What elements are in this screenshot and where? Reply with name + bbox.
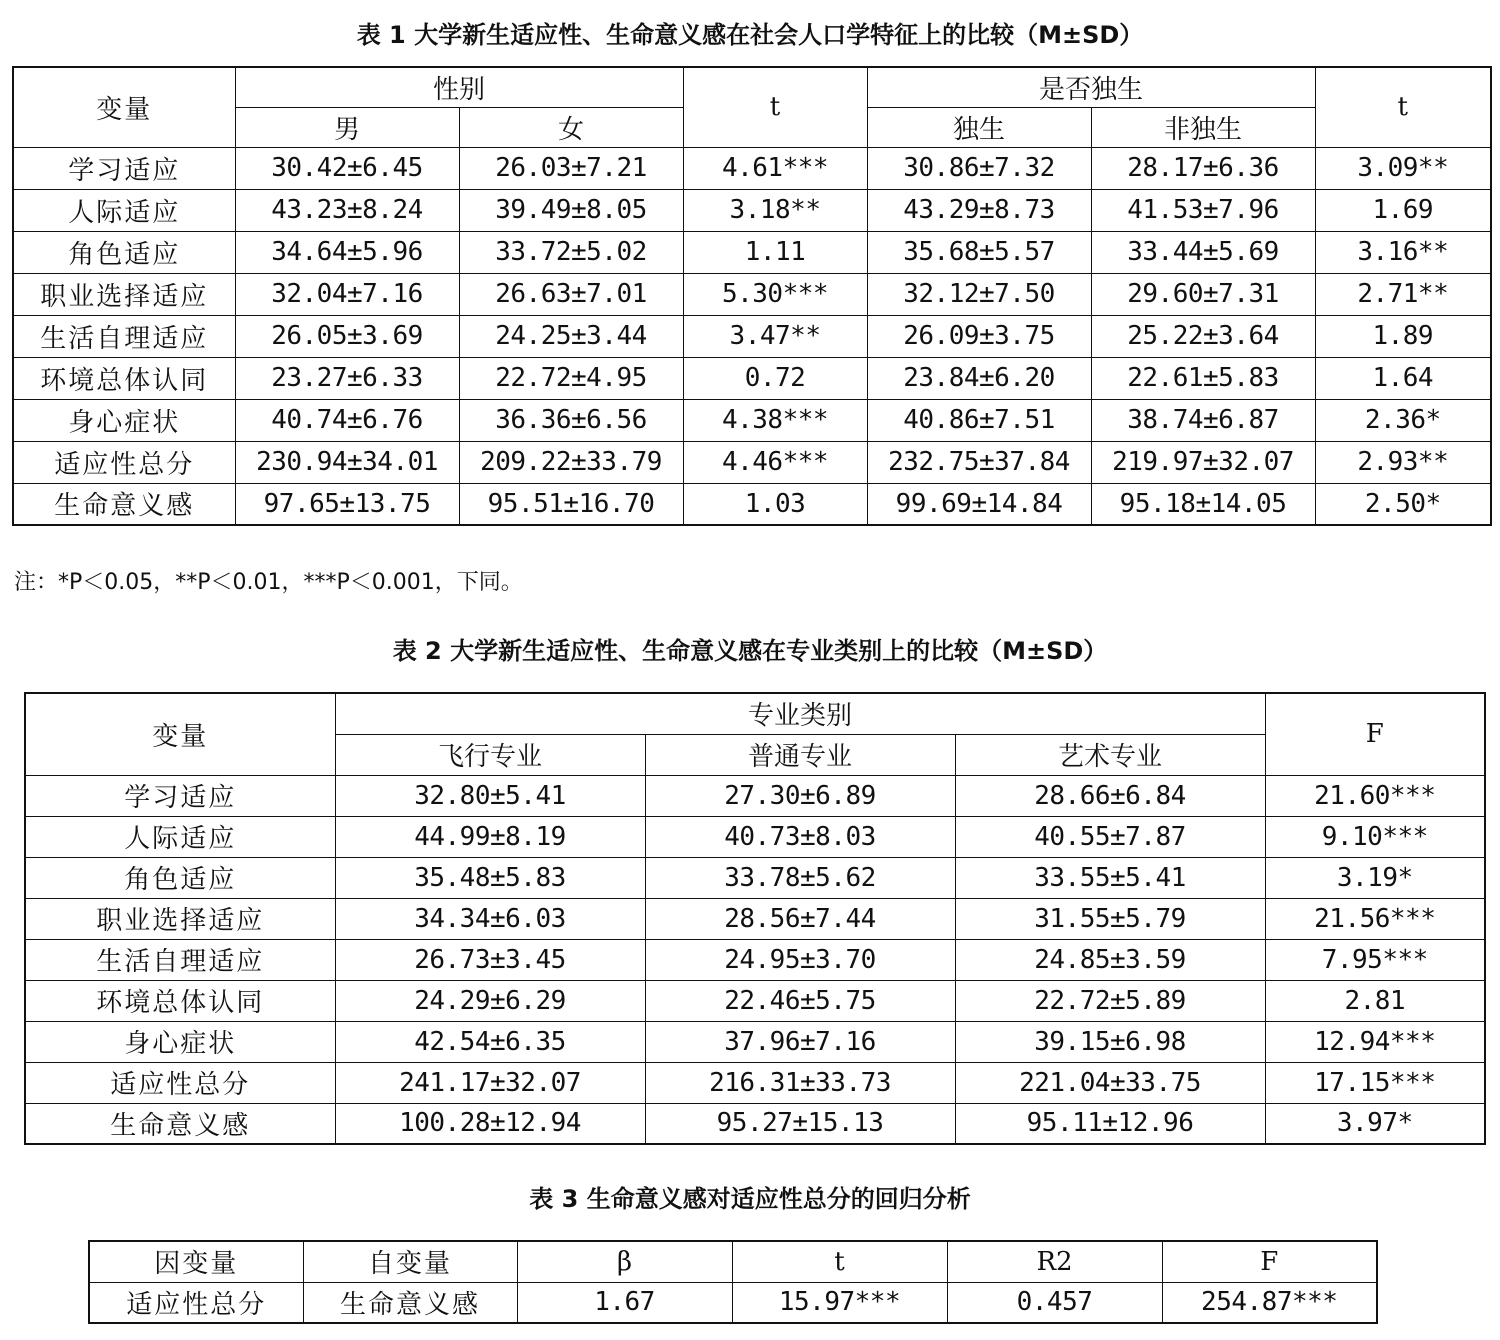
row-label: 职业选择适应 [25, 898, 335, 939]
cell-general: 24.95±3.70 [645, 939, 955, 980]
table3 [88, 1240, 1378, 1324]
cell-not-only: 33.44±5.69 [1091, 231, 1315, 273]
cell-male: 97.65±13.75 [235, 483, 459, 525]
cell-t-gender: 1.11 [683, 231, 867, 273]
cell-t-gender: 4.46*** [683, 441, 867, 483]
table-row [13, 357, 1491, 399]
cell-only: 30.86±7.32 [867, 147, 1091, 189]
cell-f: 7.95*** [1265, 939, 1485, 980]
cell-male: 43.23±8.24 [235, 189, 459, 231]
table2-header-flight: 飞行专业 [335, 734, 645, 775]
table3-header-beta: β [517, 1241, 732, 1282]
cell-t-only-child: 2.93** [1315, 441, 1491, 483]
cell-general: 37.96±7.16 [645, 1021, 955, 1062]
table-row [13, 315, 1491, 357]
cell-art: 221.04±33.75 [955, 1062, 1265, 1103]
cell-f: 9.10*** [1265, 816, 1485, 857]
table3-header-r2: R2 [947, 1241, 1162, 1282]
cell-f: 254.87*** [1162, 1282, 1377, 1323]
cell-general: 22.46±5.75 [645, 980, 955, 1021]
cell-t-gender: 4.38*** [683, 399, 867, 441]
table-row [25, 1021, 1485, 1062]
table-row [25, 898, 1485, 939]
table3-header-independent: 自变量 [303, 1241, 517, 1282]
cell-art: 31.55±5.79 [955, 898, 1265, 939]
table3-header-dependent: 因变量 [89, 1241, 303, 1282]
cell-only: 232.75±37.84 [867, 441, 1091, 483]
table1-caption: 表 1 大学新生适应性、生命意义感在社会人口学特征上的比较（M±SD） [356, 21, 1144, 49]
table-row [89, 1282, 1377, 1323]
cell-art: 24.85±3.59 [955, 939, 1265, 980]
cell-general: 95.27±15.13 [645, 1103, 955, 1144]
table-row [25, 1062, 1485, 1103]
cell-f: 2.81 [1265, 980, 1485, 1021]
cell-male: 30.42±6.45 [235, 147, 459, 189]
cell-t-only-child: 1.89 [1315, 315, 1491, 357]
cell-only: 35.68±5.57 [867, 231, 1091, 273]
table1-header-female: 女 [459, 107, 683, 147]
row-label: 适应性总分 [25, 1062, 335, 1103]
cell-r2: 0.457 [947, 1282, 1162, 1323]
table1-header-not-only: 非独生 [1091, 107, 1315, 147]
cell-flight: 26.73±3.45 [335, 939, 645, 980]
cell-art: 39.15±6.98 [955, 1021, 1265, 1062]
cell-flight: 35.48±5.83 [335, 857, 645, 898]
table1-header-male: 男 [235, 107, 459, 147]
row-label: 职业选择适应 [13, 273, 235, 315]
table-row [13, 483, 1491, 525]
cell-t-only-child: 2.71** [1315, 273, 1491, 315]
cell-only: 32.12±7.50 [867, 273, 1091, 315]
table2-header-art: 艺术专业 [955, 734, 1265, 775]
cell-female: 26.03±7.21 [459, 147, 683, 189]
cell-not-only: 22.61±5.83 [1091, 357, 1315, 399]
cell-flight: 24.29±6.29 [335, 980, 645, 1021]
table2 [24, 692, 1486, 1145]
cell-t-only-child: 2.50* [1315, 483, 1491, 525]
cell-flight: 241.17±32.07 [335, 1062, 645, 1103]
cell-male: 32.04±7.16 [235, 273, 459, 315]
cell-flight: 32.80±5.41 [335, 775, 645, 816]
cell-t-only-child: 1.64 [1315, 357, 1491, 399]
row-label: 身心症状 [25, 1021, 335, 1062]
table1-note: 注：*P＜0.05，**P＜0.01，***P＜0.001，下同。 [14, 570, 523, 595]
cell-t-gender: 0.72 [683, 357, 867, 399]
cell-not-only: 28.17±6.36 [1091, 147, 1315, 189]
cell-general: 28.56±7.44 [645, 898, 955, 939]
table-row [25, 939, 1485, 980]
row-label: 适应性总分 [13, 441, 235, 483]
cell-male: 230.94±34.01 [235, 441, 459, 483]
table-row [13, 189, 1491, 231]
table1-header-only-child: 是否独生 [867, 67, 1315, 107]
cell-t-gender: 3.18** [683, 189, 867, 231]
row-label: 身心症状 [13, 399, 235, 441]
cell-male: 23.27±6.33 [235, 357, 459, 399]
cell-general: 27.30±6.89 [645, 775, 955, 816]
cell-male: 34.64±5.96 [235, 231, 459, 273]
cell-only: 23.84±6.20 [867, 357, 1091, 399]
cell-t-only-child: 3.09** [1315, 147, 1491, 189]
cell-f: 3.97* [1265, 1103, 1485, 1144]
cell-female: 33.72±5.02 [459, 231, 683, 273]
cell-t: 15.97*** [732, 1282, 947, 1323]
row-label: 人际适应 [13, 189, 235, 231]
cell-t-only-child: 1.69 [1315, 189, 1491, 231]
table1-header-t-only-child: t [1315, 67, 1491, 147]
cell-not-only: 38.74±6.87 [1091, 399, 1315, 441]
table1-header-t-gender: t [683, 67, 867, 147]
table-row [13, 147, 1491, 189]
cell-female: 24.25±3.44 [459, 315, 683, 357]
cell-only: 40.86±7.51 [867, 399, 1091, 441]
row-label: 生命意义感 [13, 483, 235, 525]
row-label: 生活自理适应 [25, 939, 335, 980]
cell-art: 28.66±6.84 [955, 775, 1265, 816]
cell-male: 40.74±6.76 [235, 399, 459, 441]
cell-only: 43.29±8.73 [867, 189, 1091, 231]
cell-t-gender: 4.61*** [683, 147, 867, 189]
table-row [25, 775, 1485, 816]
cell-general: 33.78±5.62 [645, 857, 955, 898]
row-label: 学习适应 [13, 147, 235, 189]
cell-t-gender: 5.30*** [683, 273, 867, 315]
cell-art: 95.11±12.96 [955, 1103, 1265, 1144]
row-label: 角色适应 [25, 857, 335, 898]
row-label: 环境总体认同 [13, 357, 235, 399]
cell-f: 17.15*** [1265, 1062, 1485, 1103]
cell-flight: 34.34±6.03 [335, 898, 645, 939]
cell-independent: 生命意义感 [303, 1282, 517, 1323]
cell-female: 22.72±4.95 [459, 357, 683, 399]
table2-header-f: F [1265, 693, 1485, 775]
cell-female: 95.51±16.70 [459, 483, 683, 525]
table-row [13, 273, 1491, 315]
cell-f: 3.19* [1265, 857, 1485, 898]
row-label: 学习适应 [25, 775, 335, 816]
cell-not-only: 25.22±3.64 [1091, 315, 1315, 357]
cell-t-only-child: 3.16** [1315, 231, 1491, 273]
table-row [25, 816, 1485, 857]
cell-female: 36.36±6.56 [459, 399, 683, 441]
cell-f: 21.56*** [1265, 898, 1485, 939]
table1-header-only: 独生 [867, 107, 1091, 147]
table-row [25, 1103, 1485, 1144]
cell-general: 40.73±8.03 [645, 816, 955, 857]
cell-t-gender: 1.03 [683, 483, 867, 525]
cell-female: 26.63±7.01 [459, 273, 683, 315]
table3-caption: 表 3 生命意义感对适应性总分的回归分析 [529, 1185, 971, 1213]
cell-not-only: 219.97±32.07 [1091, 441, 1315, 483]
cell-general: 216.31±33.73 [645, 1062, 955, 1103]
table-row [25, 857, 1485, 898]
cell-female: 39.49±8.05 [459, 189, 683, 231]
row-label: 环境总体认同 [25, 980, 335, 1021]
cell-beta: 1.67 [517, 1282, 732, 1323]
table2-header-major: 专业类别 [335, 693, 1265, 734]
table1 [12, 66, 1492, 526]
table1-header-gender: 性别 [235, 67, 683, 107]
table-row [13, 231, 1491, 273]
cell-only: 26.09±3.75 [867, 315, 1091, 357]
table3-header-t: t [732, 1241, 947, 1282]
cell-only: 99.69±14.84 [867, 483, 1091, 525]
cell-flight: 100.28±12.94 [335, 1103, 645, 1144]
cell-art: 40.55±7.87 [955, 816, 1265, 857]
cell-not-only: 95.18±14.05 [1091, 483, 1315, 525]
table1-header-variable: 变量 [13, 67, 235, 147]
table2-caption: 表 2 大学新生适应性、生命意义感在专业类别上的比较（M±SD） [392, 637, 1108, 665]
cell-flight: 42.54±6.35 [335, 1021, 645, 1062]
table-row [13, 399, 1491, 441]
cell-not-only: 29.60±7.31 [1091, 273, 1315, 315]
cell-t-only-child: 2.36* [1315, 399, 1491, 441]
table3-header-f: F [1162, 1241, 1377, 1282]
row-label: 生活自理适应 [13, 315, 235, 357]
table2-header-general: 普通专业 [645, 734, 955, 775]
table-row [13, 441, 1491, 483]
row-label: 人际适应 [25, 816, 335, 857]
cell-art: 33.55±5.41 [955, 857, 1265, 898]
cell-not-only: 41.53±7.96 [1091, 189, 1315, 231]
cell-art: 22.72±5.89 [955, 980, 1265, 1021]
table-row [25, 980, 1485, 1021]
row-label: 生命意义感 [25, 1103, 335, 1144]
cell-t-gender: 3.47** [683, 315, 867, 357]
cell-dependent: 适应性总分 [89, 1282, 303, 1323]
row-label: 角色适应 [13, 231, 235, 273]
table2-header-variable: 变量 [25, 693, 335, 775]
cell-flight: 44.99±8.19 [335, 816, 645, 857]
cell-female: 209.22±33.79 [459, 441, 683, 483]
cell-male: 26.05±3.69 [235, 315, 459, 357]
cell-f: 21.60*** [1265, 775, 1485, 816]
cell-f: 12.94*** [1265, 1021, 1485, 1062]
